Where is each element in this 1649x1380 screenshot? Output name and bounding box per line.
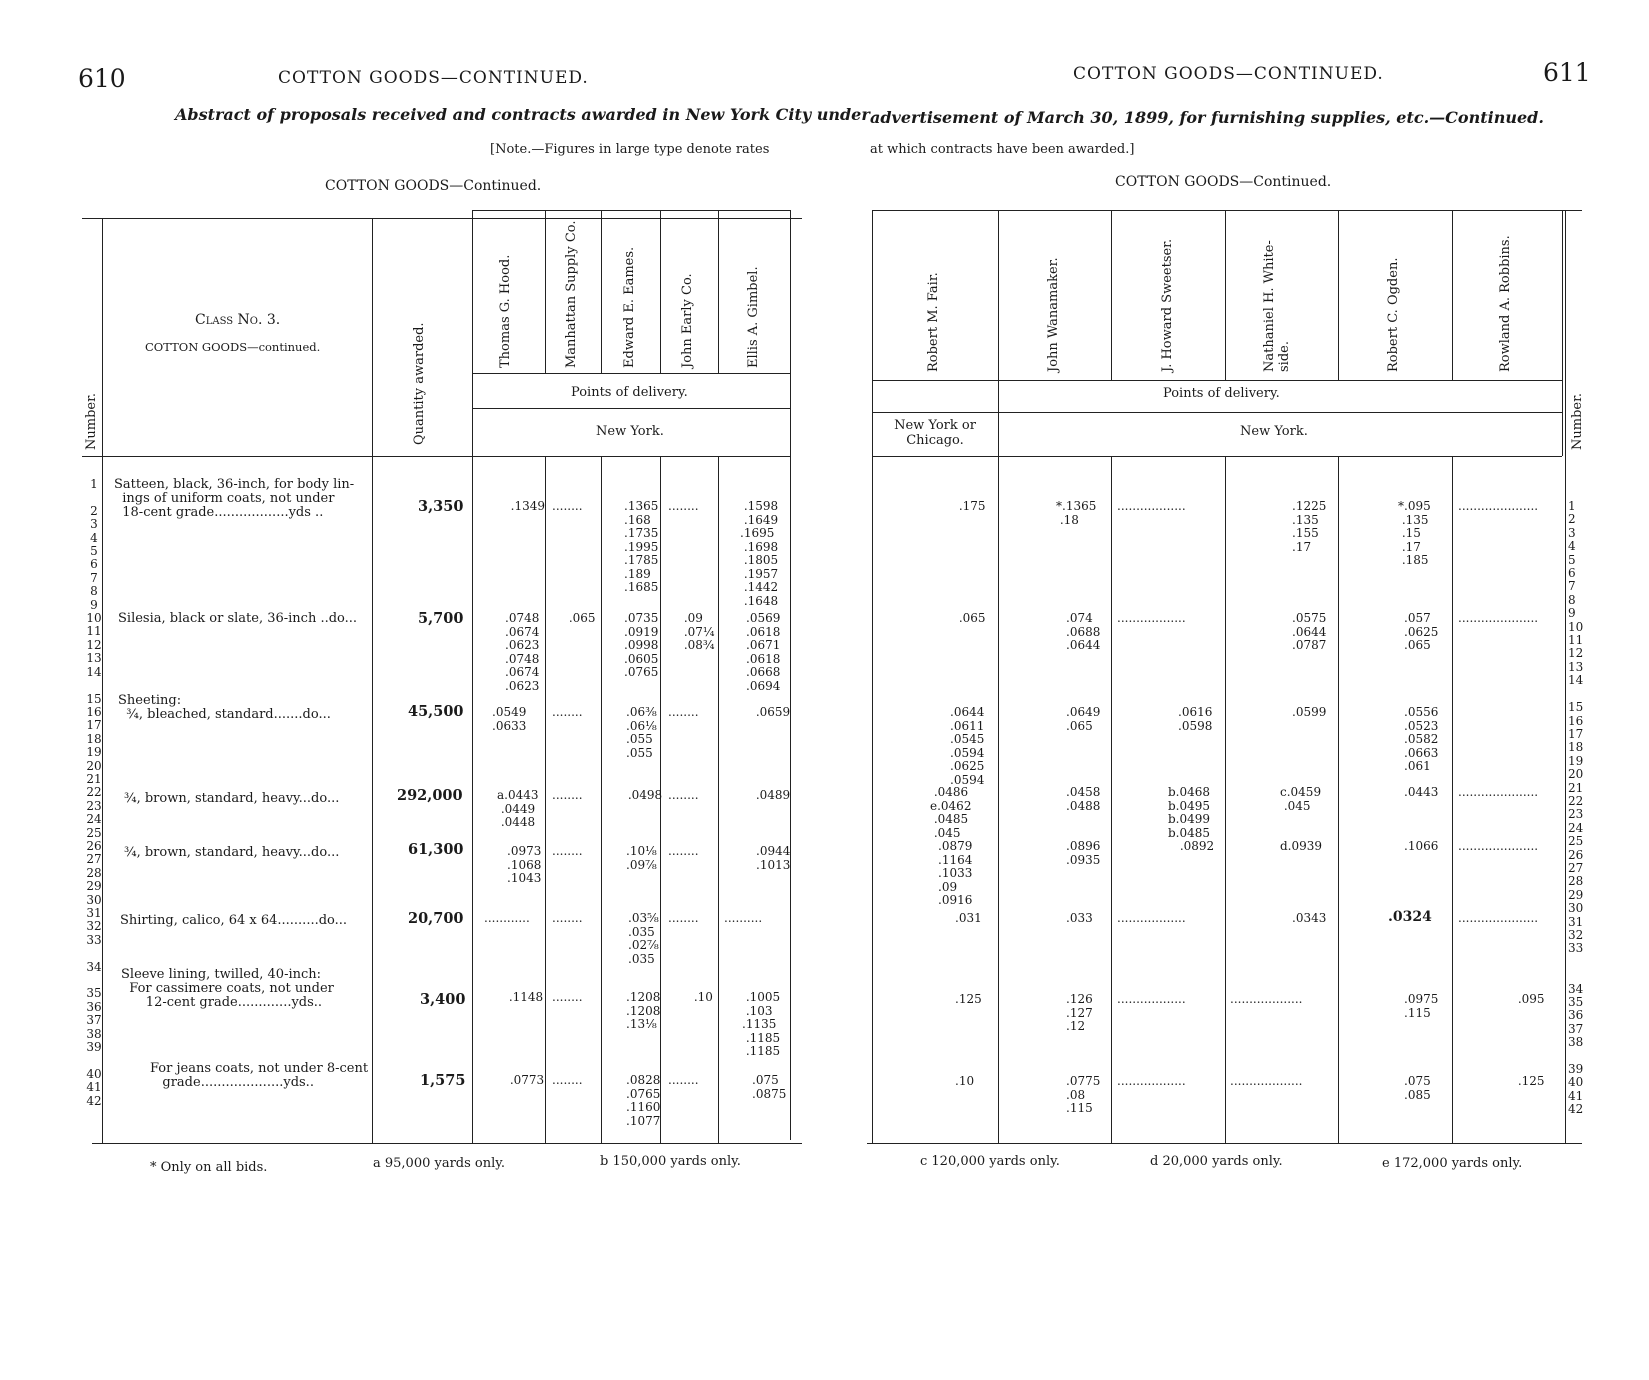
bid-cell: .1225 .135 .155 .17: [1292, 499, 1327, 554]
bid-cell: .125: [955, 992, 982, 1006]
bid-cell: .074 .0688 .0644: [1066, 611, 1101, 652]
bid-cell: .0896 .0935: [1066, 839, 1101, 867]
item-quantity: 1,575: [420, 1072, 466, 1089]
footnote: * Only on all bids.: [150, 1160, 268, 1175]
class-title: Class No. 3.: [195, 312, 281, 328]
footnote: c 120,000 yards only.: [920, 1154, 1060, 1169]
item-description: Sleeve lining, twilled, 40-inch: For cassimere coats, not under 12-cent grade.............yds..: [121, 967, 334, 1010]
bidder-header: Robert M. Fair.: [926, 272, 941, 372]
bid-cell: .10: [690, 990, 713, 1004]
item-description: For jeans coats, not under 8-cent grade....................yds..: [150, 1061, 369, 1090]
bid-cell: .031: [955, 911, 982, 925]
page-number-right: 611: [1543, 58, 1591, 87]
bid-cell: ........: [552, 911, 583, 925]
bid-cell: *.1365 .18: [1056, 499, 1097, 527]
bid-cell: .0735 .0919 .0998 .0605 .0765: [624, 611, 659, 679]
line-numbers-right: 1 2 3 4 5 6 7 8 9 10 11 12 13 14 15 16 17 18 19 20 21 22 23 24 25 26 27 28 29 30 31 32 33 34 35 36 37 38 39 40 41 42: [1568, 499, 1584, 1117]
section-title-right: COTTON GOODS—Continued.: [1115, 174, 1332, 190]
bid-cell: ..................: [1117, 611, 1186, 625]
bid-cell: .057 .0625 .065: [1404, 611, 1439, 652]
delivery-place-right: New York.: [1240, 424, 1308, 439]
bid-cell: .0975 .115: [1404, 992, 1439, 1020]
bid-cell: ............: [484, 911, 530, 925]
item-description: Silesia, black or slate, 36-inch ..do...: [118, 611, 358, 626]
bid-cell: *.095 .135 .15 .17 .185: [1398, 499, 1431, 567]
table-bottom-rule: [92, 1143, 802, 1144]
points-of-delivery-left: Points of delivery.: [571, 385, 688, 400]
item-description: ¾, brown, standard, heavy...do...: [124, 791, 340, 806]
bid-cell: .075 .0875: [752, 1073, 787, 1101]
bid-cell: ..................: [1117, 911, 1186, 925]
bid-cell: .125: [1514, 1074, 1545, 1088]
bid-cell: .0944 .1013: [756, 844, 791, 872]
bid-cell: .10: [955, 1074, 975, 1088]
bid-cell: .0489: [752, 788, 791, 802]
number-header-left: Number.: [84, 392, 99, 450]
bid-cell: ........: [668, 788, 699, 802]
table-bottom-rule: [867, 1143, 1582, 1144]
abstract-line: Abstract of proposals received and contracts awarded in New York City under: [175, 105, 870, 124]
bid-cell: .175: [955, 499, 986, 513]
bid-cell: .10⅛ .09⅞: [626, 844, 657, 872]
bid-cell: d.0939: [1280, 839, 1323, 853]
item-quantity: 20,700: [408, 910, 464, 927]
class-subtitle: COTTON GOODS—continued.: [145, 340, 321, 354]
item-quantity: 3,350: [418, 498, 464, 515]
bidder-header: John Early Co.: [680, 273, 695, 368]
bid-cell: .033: [1066, 911, 1093, 925]
running-head-left: COTTON GOODS—CONTINUED.: [278, 68, 589, 88]
bid-cell: ...................: [1230, 1074, 1303, 1088]
bid-cell: .1066: [1404, 839, 1439, 853]
footnote: d 20,000 yards only.: [1150, 1154, 1283, 1169]
bid-cell: ..................: [1117, 1074, 1186, 1088]
table-top-rule: [872, 210, 1582, 211]
bid-cell: ..................: [1117, 992, 1186, 1006]
bidder-header: Manhattan Supply Co.: [564, 220, 579, 368]
bid-cell: .0556 .0523 .0582 .0663 .061: [1404, 705, 1439, 773]
note-line: [Note.—Figures in large type denote rates: [490, 142, 770, 157]
bid-cell: .....................: [1458, 499, 1539, 513]
bid-cell: .0973 .1068 .1043: [507, 844, 542, 885]
item-quantity: 3,400: [420, 991, 466, 1008]
bid-cell: .126 .127 .12: [1066, 992, 1093, 1033]
bid-cell: ........: [552, 499, 583, 513]
bid-cell: .....................: [1458, 785, 1539, 799]
bid-cell: .1598 .1649 .1695 .1698 .1805 .1957 .1442 .1648: [740, 499, 779, 608]
bid-cell: ........: [552, 990, 583, 1004]
bid-cell: .0324: [1388, 909, 1432, 925]
bid-cell: .0644 .0611 .0545 .0594 .0625 .0594: [950, 705, 985, 787]
bid-cell: .0616 .0598: [1178, 705, 1213, 733]
bid-cell: .0659: [752, 705, 791, 719]
item-quantity: 61,300: [408, 841, 464, 858]
bid-cell: .0828 .0765 .1160 .1077: [626, 1073, 661, 1128]
bid-cell: .....................: [1458, 839, 1539, 853]
bid-cell: .1365 .168 .1735 .1995 .1785 .189 .1685: [624, 499, 659, 594]
footnote: b 150,000 yards only.: [600, 1154, 741, 1169]
delivery-place-left: New York.: [596, 424, 664, 439]
bid-cell: ........: [668, 844, 699, 858]
bid-cell: ........: [552, 705, 583, 719]
points-of-delivery-right: Points of delivery.: [1163, 386, 1280, 401]
bidder-header: John Wanamaker.: [1046, 257, 1061, 372]
bid-cell: .0879 .1164 .1033 .09 .0916: [938, 839, 973, 907]
bid-cell: .1148: [505, 990, 544, 1004]
section-title-left: COTTON GOODS—Continued.: [325, 178, 542, 194]
bidder-header: J. Howard Sweetser.: [1160, 238, 1175, 372]
bid-cell: .1349: [503, 499, 545, 513]
bid-cell: .0498: [624, 788, 663, 802]
bid-cell: ..........: [724, 911, 763, 925]
bid-cell: .03⅝ .035 .02⅞ .035: [628, 911, 659, 966]
item-quantity: 292,000: [397, 787, 463, 804]
bidder-header: Ellis A. Gimbel.: [746, 266, 761, 368]
bid-cell: .06⅜ .06⅛ .055 .055: [626, 705, 657, 760]
running-head-right: COTTON GOODS—CONTINUED.: [1073, 64, 1384, 84]
bidder-header: Robert C. Ogden.: [1386, 257, 1401, 372]
bid-cell: .1208 .1208 .13⅛: [626, 990, 661, 1031]
bid-cell: .095: [1514, 992, 1545, 1006]
bid-cell: a.0443 .0449 .0448: [497, 788, 539, 829]
note-line-continued: at which contracts have been awarded.]: [870, 142, 1135, 157]
item-description: Sheeting: ¾, bleached, standard.......do...: [118, 693, 331, 722]
bidder-header: Nathaniel H. White- side.: [1262, 240, 1292, 372]
bid-cell: .1005 .103 .1135 .1185 .1185: [742, 990, 781, 1058]
bid-cell: .0343: [1292, 911, 1327, 925]
bid-cell: ........: [552, 788, 583, 802]
number-header-right: Number.: [1570, 392, 1585, 450]
bid-cell: .0649 .065: [1066, 705, 1101, 733]
item-quantity: 45,500: [408, 703, 464, 720]
bid-cell: .....................: [1458, 911, 1539, 925]
bid-cell: .065: [955, 611, 986, 625]
bid-cell: .0549 .0633: [492, 705, 527, 733]
bid-cell: ........: [668, 1073, 699, 1087]
page-number-left: 610: [78, 64, 126, 93]
bid-cell: c.0459 .045: [1280, 785, 1322, 813]
bid-cell: .0569 .0618 .0671 .0618 .0668 .0694: [746, 611, 781, 693]
bid-cell: ........: [552, 1073, 583, 1087]
bid-cell: .075 .085: [1404, 1074, 1431, 1102]
bid-cell: ........: [668, 911, 699, 925]
bid-cell: ........: [668, 705, 699, 719]
quantity-header: Quantity awarded.: [412, 322, 427, 445]
bid-cell: .0775 .08 .115: [1066, 1074, 1101, 1115]
bid-cell: .0486 e.0462 .0485 .045: [930, 785, 972, 840]
bid-cell: ........: [668, 499, 699, 513]
bid-cell: ........: [552, 844, 583, 858]
bid-cell: .09 .07¼ .08¾: [683, 611, 715, 652]
bidder-header: Edward E. Eames.: [622, 246, 637, 368]
bid-cell: .0892: [1176, 839, 1215, 853]
footnote: e 172,000 yards only.: [1382, 1156, 1523, 1171]
footnote: a 95,000 yards only.: [373, 1156, 506, 1171]
bid-cell: .....................: [1458, 611, 1539, 625]
bid-cell: .0458 .0488: [1066, 785, 1101, 813]
bid-cell: ...................: [1230, 992, 1303, 1006]
line-numbers-left: 1 2 3 4 5 6 7 8 9 10 11 12 13 14 15 16 17 18 19 20 21 22 23 24 25 26 27 28 29 30 31 32 33 34 35 36 37 38 39 40 41 42: [86, 477, 102, 1108]
delivery-first: New York or Chicago.: [894, 418, 976, 448]
bid-cell: .0748 .0674 .0623 .0748 .0674 .0623: [505, 611, 540, 693]
bid-cell: b.0468 b.0495 b.0499 b.0485: [1168, 785, 1211, 840]
bid-cell: ..................: [1117, 499, 1186, 513]
item-description: ¾, brown, standard, heavy...do...: [124, 845, 340, 860]
bid-cell: .0575 .0644 .0787: [1292, 611, 1327, 652]
bid-cell: .065: [565, 611, 596, 625]
item-description: Satteen, black, 36-inch, for body lin- ings of uniform coats, not under 18-cent grade..................yds ..: [114, 477, 355, 520]
item-description: Shirting, calico, 64 x 64..........do...: [120, 913, 348, 928]
bid-cell: .0443: [1404, 785, 1439, 799]
bidder-header: Thomas G. Hood.: [498, 254, 513, 368]
item-quantity: 5,700: [418, 610, 464, 627]
bid-cell: .0773: [506, 1073, 545, 1087]
table-top-rule: [82, 218, 802, 219]
bidder-header: Rowland A. Robbins.: [1498, 235, 1513, 372]
abstract-line-continued: advertisement of March 30, 1899, for furnishing supplies, etc.—Continued.: [870, 108, 1544, 127]
bid-cell: .0599: [1292, 705, 1327, 719]
